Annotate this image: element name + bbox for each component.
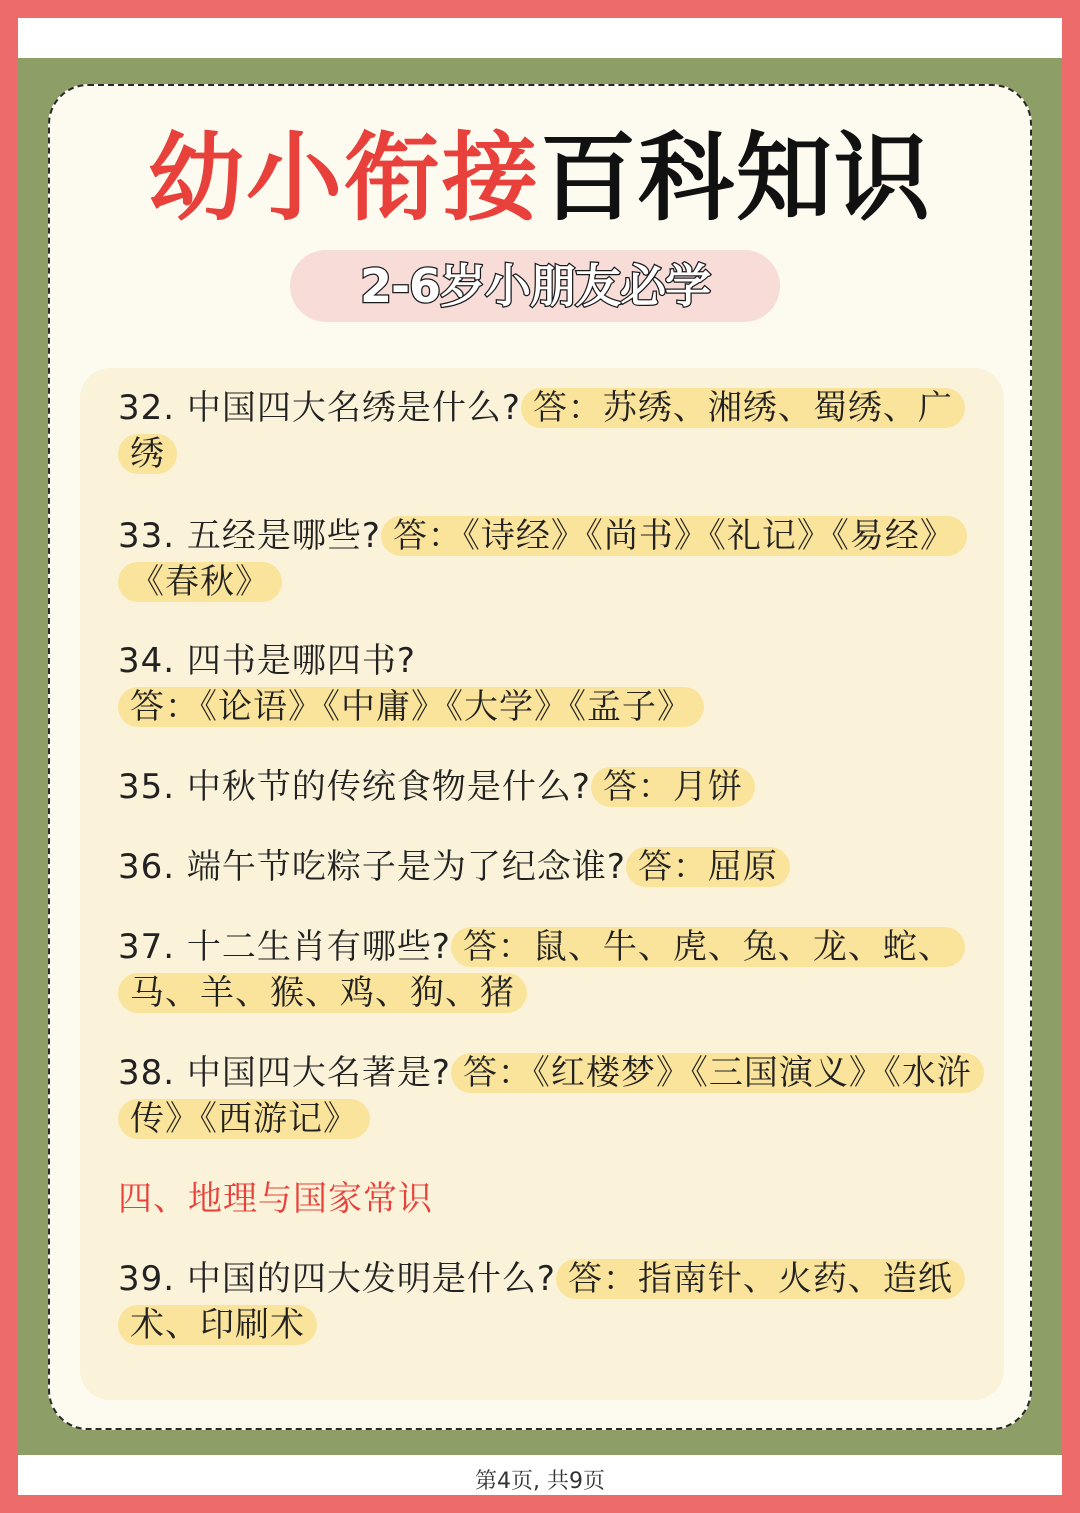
qa-item-36	[118, 844, 998, 890]
title-red-part: 幼小衔接	[148, 122, 540, 234]
question-text: 34. 四书是哪四书?	[118, 641, 416, 681]
qa-item-39	[118, 1256, 998, 1348]
qa-item-38	[118, 1050, 998, 1142]
question-text: 38. 中国四大名著是?	[118, 1053, 451, 1093]
qa-item-37	[118, 924, 998, 1016]
question-text: 32. 中国四大名绣是什么?	[118, 388, 521, 428]
question-text: 39. 中国的四大发明是什么?	[118, 1259, 556, 1299]
answer-highlight: 答：《诗经》《尚书》《礼记》《易经》《春秋》	[118, 516, 967, 602]
qa-item-32	[118, 385, 998, 477]
answer-highlight: 答：苏绣、湘绣、蜀绣、广绣	[118, 388, 965, 474]
question-text: 37. 十二生肖有哪些?	[118, 927, 451, 967]
question-text: 36. 端午节吃粽子是为了纪念谁?	[118, 847, 626, 887]
section-heading: 四、地理与国家常识	[118, 1179, 433, 1219]
page-indicator: 第4页, 共9页	[475, 1469, 605, 1494]
qa-item-35	[118, 764, 998, 810]
answer-highlight: 答：月饼	[591, 767, 755, 807]
question-text: 35. 中秋节的传统食物是什么?	[118, 767, 591, 807]
title-black-part: 百科知识	[540, 122, 932, 234]
answer-highlight: 答：指南针、火药、造纸术、印刷术	[118, 1259, 965, 1345]
subtitle-badge	[290, 250, 780, 322]
qa-item-33	[118, 513, 998, 605]
page-title	[0, 118, 1080, 238]
answer-highlight: 答：屈原	[626, 847, 790, 887]
subtitle-text: 2-6岁小朋友必学	[359, 259, 711, 313]
qa-item-34	[118, 638, 998, 730]
answer-highlight: 答：《论语》《中庸》《大学》《孟子》	[118, 687, 704, 727]
answer-highlight: 答：鼠、牛、虎、兔、龙、蛇、马、羊、猴、鸡、狗、猪	[118, 927, 965, 1013]
answer-highlight: 答：《红楼梦》《三国演义》《水浒传》《西游记》	[118, 1053, 984, 1139]
question-text: 33. 五经是哪些?	[118, 516, 381, 556]
